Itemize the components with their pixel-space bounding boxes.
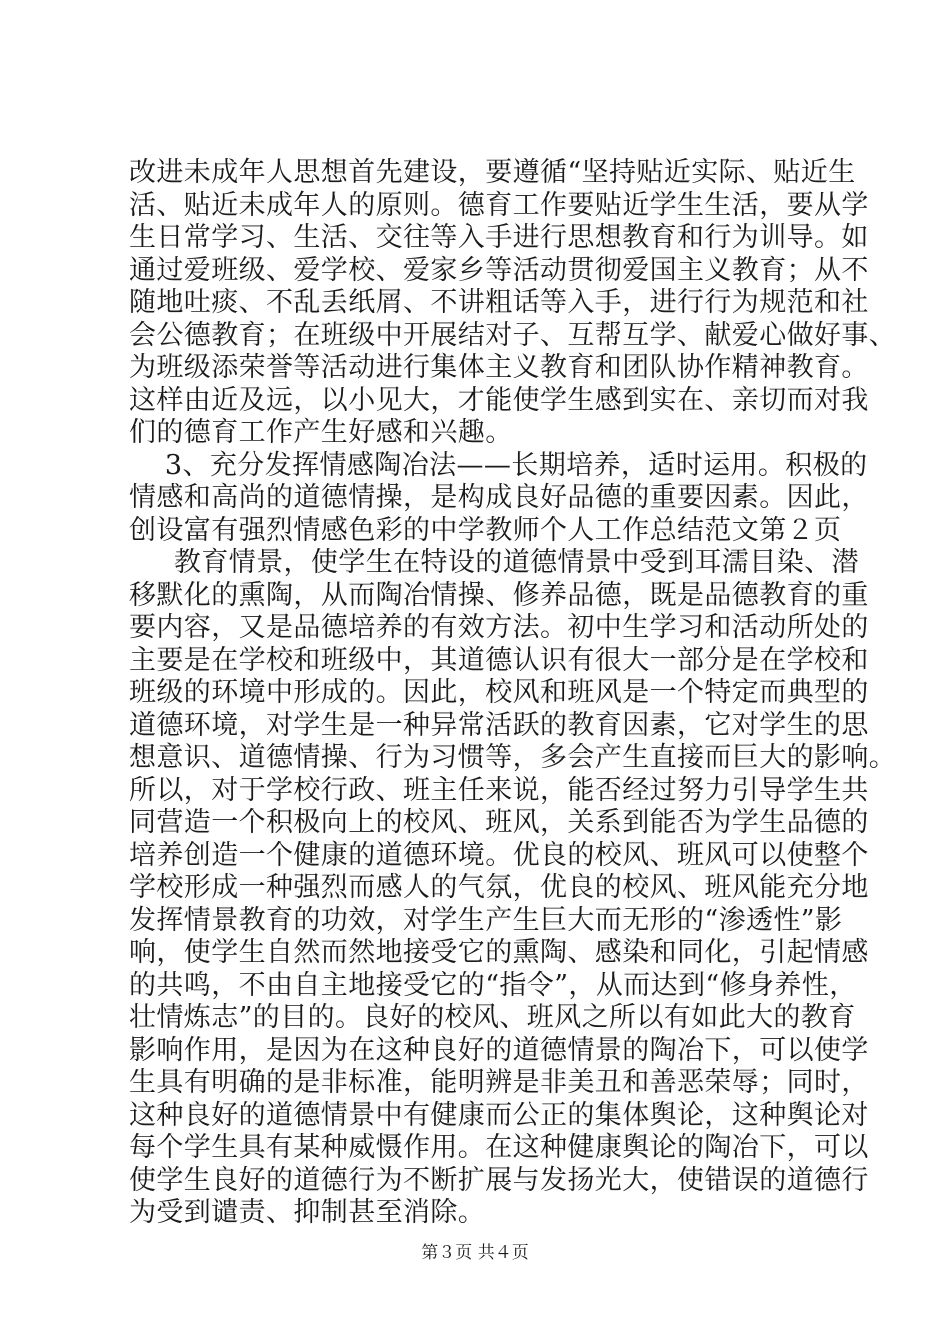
- text-line: 班级的环境中形成的。因此，校风和班风是一个特定而典型的: [129, 677, 869, 708]
- text-line: 们的德育工作产生好感和兴趣。: [129, 417, 513, 448]
- text-line: 生具有明确的是非标准，能明辨是非美丑和善恶荣辱；同时，: [129, 1067, 869, 1098]
- text-line: 想意识、道德情操、行为习惯等，多会产生直接而巨大的影响。: [129, 742, 897, 773]
- page-footer: 第３页 共４页: [421, 1243, 529, 1263]
- text-line: 每个学生具有某种威慑作用。在这种健康舆论的陶冶下，可以: [129, 1132, 869, 1163]
- text-line: 3、充分发挥情感陶冶法——长期培养，适时运用。积极的: [129, 449, 868, 481]
- text-line: 发挥情景教育的功效，对学生产生巨大而无形的“渗透性”影: [129, 904, 843, 936]
- text-line: 会公德教育；在班级中开展结对子、互帮互学、献爱心做好事、: [129, 319, 897, 351]
- text-line: 培养创造一个健康的道德环境。优良的校风、班风可以使整个: [129, 839, 869, 871]
- text-line: 活、贴近未成年人的原则。德育工作要贴近学生生活，要从学: [129, 189, 869, 221]
- text-line: 壮情炼志”的目的。良好的校风、班风之所以有如此大的教育: [129, 1002, 856, 1033]
- text-line: 道德环境，对学生是一种异常活跃的教育因素，它对学生的思: [129, 709, 869, 741]
- text-line: 使学生良好的道德行为不断扩展与发扬光大，使错误的道德行: [129, 1164, 869, 1196]
- document-body: [129, 157, 897, 1230]
- text-line: 通过爱班级、爱学校、爱家乡等活动贯彻爱国主义教育；从不: [129, 254, 869, 286]
- text-line: 响，使学生自然而然地接受它的熏陶、感染和同化，引起情感: [129, 937, 869, 968]
- text-line: 学校形成一种强烈而感人的气氛，优良的校风、班风能充分地: [129, 872, 869, 903]
- text-line: 随地吐痰、不乱丢纸屑、不讲粗话等入手，进行行为规范和社: [129, 287, 869, 318]
- text-line: 改进未成年人思想首先建设，要遵循“坚持贴近实际、贴近生: [129, 157, 856, 188]
- text-line: 这样由近及远，以小见大，才能使学生感到实在、亲切而对我: [129, 384, 869, 416]
- text-line: 情感和高尚的道德情操，是构成良好品德的重要因素。因此，: [129, 482, 869, 513]
- text-line: 为班级添荣誉等活动进行集体主义教育和团队协作精神教育。: [129, 352, 869, 383]
- text-line: 生日常学习、生活、交往等入手进行思想教育和行为训导。如: [129, 222, 869, 253]
- text-line: 主要是在学校和班级中，其道德认识有很大一部分是在学校和: [129, 644, 869, 676]
- text-line: 为受到谴责、抑制甚至消除。: [129, 1197, 486, 1228]
- text-line: 这种良好的道德情景中有健康而公正的集体舆论，这种舆论对: [129, 1099, 869, 1131]
- text-line: 要内容，又是品德培养的有效方法。初中生学习和活动所处的: [129, 612, 869, 643]
- text-line: 所以，对于学校行政、班主任来说，能否经过努力引导学生共: [129, 774, 869, 806]
- text-line: 同营造一个积极向上的校风、班风，关系到能否为学生品德的: [129, 807, 869, 838]
- text-line: 移默化的熏陶，从而陶冶情操、修养品德，既是品德教育的重: [129, 579, 869, 611]
- text-line: 的共鸣，不由自主地接受它的“指令”，从而达到“修身养性，: [129, 969, 857, 1001]
- text-line: 创设富有强烈情感色彩的中学教师个人工作总结范文第２页: [129, 514, 842, 546]
- text-line: 影响作用，是因为在这种良好的道德情景的陶冶下，可以使学: [129, 1034, 869, 1066]
- text-line: 教育情景，使学生在特设的道德情景中受到耳濡目染、潜: [129, 547, 859, 578]
